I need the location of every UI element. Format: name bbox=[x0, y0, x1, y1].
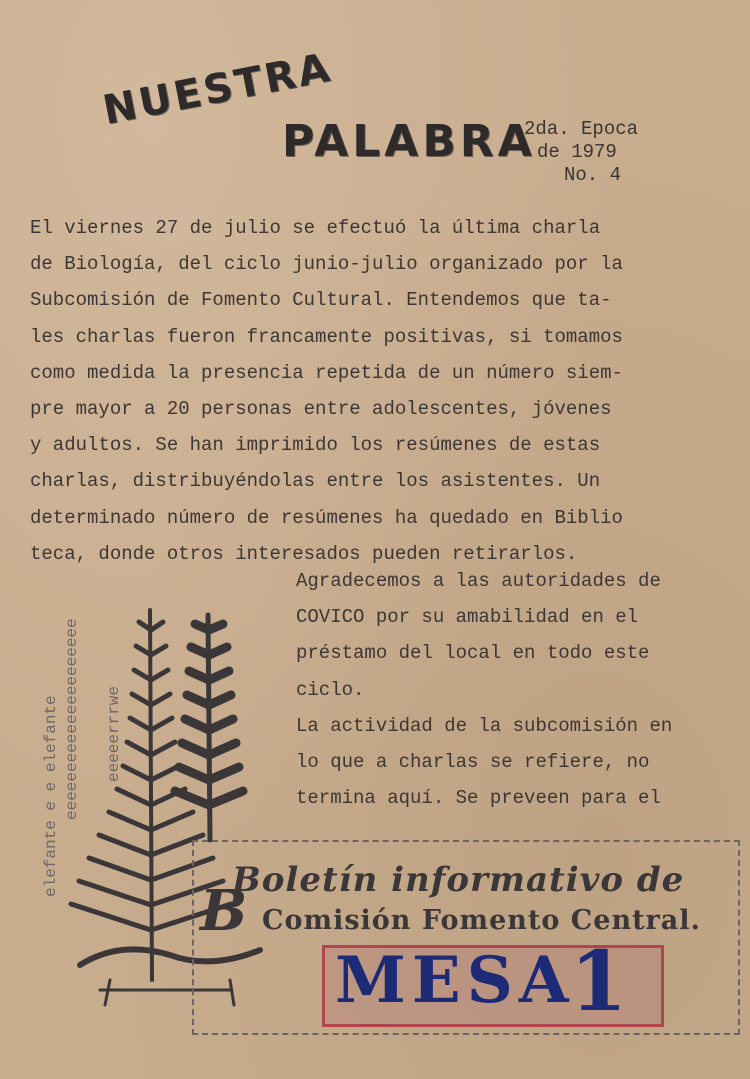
masthead-title-nuestra: NUESTRA bbox=[99, 44, 336, 134]
article-line: charlas, distribuyéndolas entre los asistentes. Un bbox=[30, 470, 601, 493]
edition-year: de 1979 bbox=[537, 141, 617, 163]
column-line: COVICO por su amabilidad en el bbox=[296, 606, 639, 629]
article-line: El viernes 27 de julio se efectuó la última charla bbox=[30, 217, 601, 239]
edition-info bbox=[524, 118, 638, 187]
masthead-title-palabra: PALABRA bbox=[282, 116, 536, 167]
column-line: La actividad de la subcomisión en bbox=[296, 714, 673, 737]
stamp-letter-b: B bbox=[200, 878, 248, 944]
stamp-bulletin-title: Boletín informativo de bbox=[232, 860, 685, 900]
masthead bbox=[0, 0, 750, 200]
stamp-vertical-text-2: eeeeeeeeeeeeeeeeeeeee bbox=[63, 618, 81, 820]
edition-epoch: 2da. Epoca bbox=[524, 118, 639, 140]
stamp-vertical-text-4: eeeeerrrwe bbox=[105, 685, 123, 782]
mesa-number: 1 bbox=[570, 934, 628, 1030]
article-line: como medida la presencia repetida de un número siem- bbox=[30, 361, 623, 384]
column-line: ciclo. bbox=[296, 678, 365, 701]
edition-number: No. 4 bbox=[564, 164, 622, 186]
column-line: termina aquí. Se preveen para el bbox=[296, 787, 661, 810]
mesa-label: MESA bbox=[335, 943, 575, 1018]
article-line: y adultos. Se han imprimido los resúmenes de estas bbox=[30, 434, 601, 457]
article-line: Subcomisión de Fomento Cultural. Entendemos que ta- bbox=[30, 289, 612, 312]
article-body bbox=[30, 210, 730, 572]
article-column bbox=[296, 563, 736, 816]
article-line: determinado número de resúmenes ha quedado en Biblio bbox=[30, 506, 623, 529]
article-line: de Biología, del ciclo junio-julio organizado por la bbox=[30, 253, 623, 276]
column-line: préstamo del local en todo este bbox=[296, 642, 650, 665]
article-line: pre mayor a 20 personas entre adolescentes, jóvenes bbox=[30, 398, 612, 421]
article-line: les charlas fueron francamente positivas, si tomamos bbox=[30, 325, 623, 348]
stamp-commission-name: Comisión Fomento Central. bbox=[262, 905, 701, 936]
column-line: lo que a charlas se refiere, no bbox=[296, 751, 650, 774]
column-line: Agradecemos a las autoridades de bbox=[296, 570, 661, 592]
stamp-vertical-text-1: elefante e e elefante bbox=[42, 695, 60, 897]
article-line: teca, donde otros interesados pueden retirarlos. bbox=[30, 542, 578, 565]
